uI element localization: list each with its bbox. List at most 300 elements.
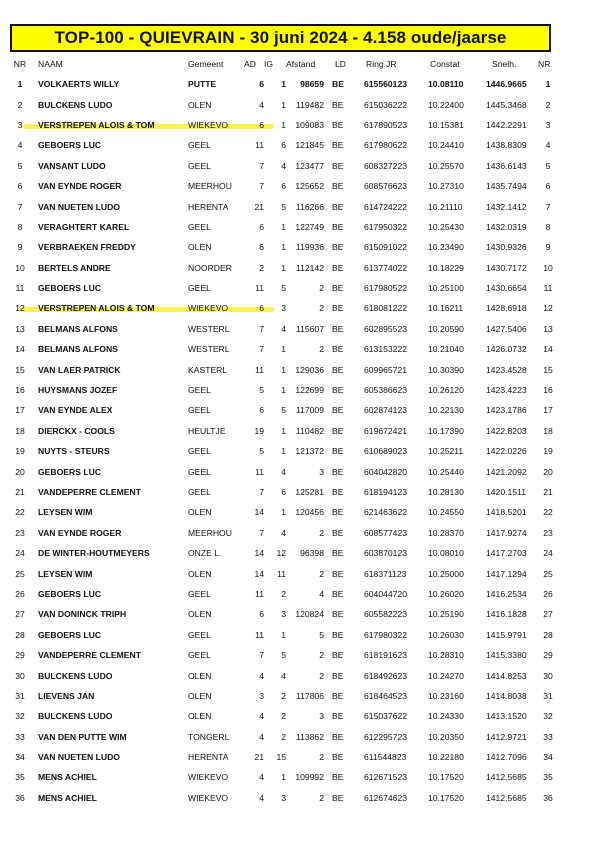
cell-naam: BERTELS ANDRE xyxy=(38,262,111,273)
cell-nr: 18 xyxy=(15,425,25,436)
cell-naam: VOLKAERTS WILLY xyxy=(38,79,120,90)
cell-constat: 10.22130 xyxy=(428,405,464,416)
cell-snelh: 1421.2092 xyxy=(486,466,527,477)
col-header-nr2: NR xyxy=(538,59,551,69)
cell-naam: BULCKENS LUDO xyxy=(38,670,113,681)
cell-ring: 615036222 xyxy=(364,99,408,110)
cell-ld: BE xyxy=(332,344,344,355)
cell-afstand: 2 xyxy=(319,650,324,661)
cell-nr2: 14 xyxy=(543,344,553,355)
cell-gemeente: WESTERL xyxy=(188,323,230,334)
cell-snelh: 1412.9721 xyxy=(486,731,527,742)
cell-ad: 11 xyxy=(255,140,264,151)
cell-ld: BE xyxy=(332,650,344,661)
cell-afstand: 129036 xyxy=(295,364,324,375)
cell-snelh: 1415.9791 xyxy=(486,629,527,640)
cell-ld: BE xyxy=(332,405,344,416)
cell-ad: 4 xyxy=(259,99,264,110)
cell-snelh: 1418.5201 xyxy=(486,507,527,518)
cell-afstand: 123477 xyxy=(295,160,324,171)
cell-gemeente: HEULTJE xyxy=(188,425,226,436)
cell-naam: LIEVENS JAN xyxy=(38,690,95,701)
cell-nr: 23 xyxy=(15,527,25,538)
cell-ad: 6 xyxy=(259,242,264,253)
cell-nr: 27 xyxy=(15,609,25,620)
cell-snelh: 1442.2291 xyxy=(486,119,527,130)
cell-afstand: 110482 xyxy=(295,425,324,436)
cell-ig: 5 xyxy=(281,201,286,212)
cell-afstand: 3 xyxy=(319,711,324,722)
cell-ig: 1 xyxy=(281,629,286,640)
table-row xyxy=(10,502,558,522)
cell-afstand: 121372 xyxy=(295,446,324,457)
cell-gemeente: OLEN xyxy=(188,609,212,620)
cell-ad: 6 xyxy=(259,405,264,416)
cell-nr2: 22 xyxy=(543,507,553,518)
cell-afstand: 3 xyxy=(319,466,324,477)
col-header-ig: IG xyxy=(264,59,274,69)
cell-ad: 5 xyxy=(259,446,264,457)
cell-ld: BE xyxy=(332,425,344,436)
cell-constat: 10.18229 xyxy=(428,262,464,273)
cell-nr: 24 xyxy=(15,548,25,559)
cell-constat: 10.26120 xyxy=(428,385,464,396)
cell-ring: 610689023 xyxy=(364,446,408,457)
cell-constat: 10.23160 xyxy=(428,690,464,701)
cell-ig: 11 xyxy=(277,568,286,579)
cell-ad: 3 xyxy=(259,690,264,701)
cell-snelh: 1428.6918 xyxy=(486,303,527,314)
cell-constat: 10.24270 xyxy=(428,670,464,681)
cell-nr2: 2 xyxy=(545,99,551,110)
cell-ring: 617980322 xyxy=(364,629,408,640)
cell-afstand: 117806 xyxy=(295,690,324,701)
cell-ad: 5 xyxy=(259,385,264,396)
table-row xyxy=(10,339,558,359)
cell-ig: 3 xyxy=(281,609,286,620)
cell-nr2: 30 xyxy=(543,670,553,681)
cell-nr2: 33 xyxy=(543,731,553,742)
cell-afstand: 2 xyxy=(319,670,324,681)
cell-afstand: 120456 xyxy=(295,507,324,518)
table-row xyxy=(10,298,558,318)
cell-ring: 608327223 xyxy=(364,160,408,171)
cell-snelh: 1412.5685 xyxy=(486,772,527,783)
cell-nr: 17 xyxy=(15,405,25,416)
cell-nr: 9 xyxy=(17,242,23,253)
cell-naam: GEBOERS LUC xyxy=(38,283,102,294)
cell-afstand: 122749 xyxy=(295,221,324,232)
cell-gemeente: GEEL xyxy=(188,446,211,457)
cell-ld: BE xyxy=(332,772,344,783)
cell-snelh: 1435.7494 xyxy=(486,181,527,192)
cell-ring: 618081222 xyxy=(364,303,408,314)
cell-ad: 11 xyxy=(255,588,264,599)
cell-naam: GEBOERS LUC xyxy=(38,140,102,151)
cell-ig: 4 xyxy=(281,323,286,334)
cell-ig: 1 xyxy=(281,446,286,457)
cell-naam: VANDEPERRE CLEMENT xyxy=(38,487,141,497)
cell-gemeente: WIEKEVO xyxy=(188,792,229,803)
table-row xyxy=(10,196,558,216)
cell-constat: 10.27310 xyxy=(428,181,464,192)
cell-snelh: 1423.1786 xyxy=(486,405,527,416)
table-row xyxy=(10,625,558,645)
cell-afstand: 115607 xyxy=(295,323,324,334)
cell-ig: 1 xyxy=(281,772,286,783)
cell-nr: 26 xyxy=(15,588,25,599)
table-row xyxy=(10,115,558,135)
cell-nr2: 17 xyxy=(543,405,553,416)
cell-constat: 10.30390 xyxy=(428,364,464,375)
cell-constat: 10.22180 xyxy=(428,752,464,763)
cell-gemeente: WESTERL xyxy=(188,344,230,355)
cell-constat: 10.25430 xyxy=(428,221,464,232)
cell-snelh: 1430.7172 xyxy=(486,262,527,273)
cell-nr: 34 xyxy=(15,752,25,763)
cell-ring: 621463622 xyxy=(364,507,408,518)
cell-nr2: 8 xyxy=(545,221,551,232)
cell-ld: BE xyxy=(332,629,344,640)
cell-gemeente: WIEKEVO xyxy=(188,772,229,783)
cell-gemeente: OLEN xyxy=(188,568,212,579)
cell-ig: 4 xyxy=(281,670,286,681)
cell-ig: 2 xyxy=(281,690,286,701)
table-row xyxy=(10,74,558,94)
cell-naam: LEYSEN WIM xyxy=(38,507,93,518)
cell-nr: 8 xyxy=(17,221,23,232)
cell-ig: 4 xyxy=(281,160,286,171)
cell-nr: 20 xyxy=(15,466,25,477)
cell-constat: 10.24410 xyxy=(428,140,464,151)
cell-ld: BE xyxy=(332,79,344,90)
header-row xyxy=(10,54,558,74)
table-row xyxy=(10,482,558,502)
cell-ring: 612674623 xyxy=(364,792,408,803)
cell-snelh: 1436.6143 xyxy=(486,160,527,171)
cell-gemeente: KASTERL xyxy=(188,364,228,375)
cell-ld: BE xyxy=(332,181,344,192)
cell-nr: 31 xyxy=(15,690,25,701)
table-row xyxy=(10,665,558,685)
cell-naam: BELMANS ALFONS xyxy=(38,323,118,334)
cell-constat: 10.17520 xyxy=(428,792,464,803)
cell-ig: 1 xyxy=(281,79,286,90)
cell-ld: BE xyxy=(332,201,344,212)
cell-constat: 10.24550 xyxy=(428,507,464,518)
cell-naam: BELMANS ALFONS xyxy=(38,344,118,355)
cell-ring: 608576623 xyxy=(364,181,408,192)
cell-afstand: 2 xyxy=(319,303,324,314)
cell-ring: 615037622 xyxy=(364,711,408,722)
cell-ring: 605582223 xyxy=(364,609,408,620)
cell-ad: 19 xyxy=(254,425,264,436)
cell-snelh: 1420.1511 xyxy=(486,487,526,497)
cell-nr: 2 xyxy=(17,99,23,110)
cell-ring: 604044720 xyxy=(364,588,408,599)
cell-afstand: 117009 xyxy=(295,405,324,416)
table-row xyxy=(10,563,558,583)
cell-nr: 22 xyxy=(15,507,25,518)
cell-ring: 613153222 xyxy=(364,344,408,355)
cell-gemeente: GEEL xyxy=(188,405,211,416)
cell-gemeente: PUTTE xyxy=(188,79,217,90)
cell-ld: BE xyxy=(332,588,344,599)
cell-afstand: 125281 xyxy=(295,487,324,497)
cell-afstand: 119936 xyxy=(295,242,324,253)
cell-ld: BE xyxy=(332,160,344,171)
cell-ld: BE xyxy=(332,792,344,803)
cell-constat: 10.26030 xyxy=(428,629,464,640)
cell-gemeente: WIEKEVO xyxy=(188,119,229,130)
cell-ig: 1 xyxy=(281,425,286,436)
cell-ring: 615091022 xyxy=(364,242,408,253)
cell-afstand: 119482 xyxy=(295,99,324,110)
cell-nr2: 34 xyxy=(543,752,553,763)
table-row xyxy=(10,543,558,563)
cell-afstand: 113862 xyxy=(295,731,324,742)
table-row xyxy=(10,441,558,461)
cell-constat: 10.28130 xyxy=(428,487,464,497)
cell-ad: 21 xyxy=(254,201,264,212)
cell-constat: 10.25100 xyxy=(428,283,464,294)
cell-gemeente: GEEL xyxy=(188,221,211,232)
cell-ring: 608577423 xyxy=(364,527,408,538)
table-row xyxy=(10,686,558,706)
cell-nr2: 1 xyxy=(545,79,551,90)
table-row xyxy=(10,359,558,379)
col-header-snelh: Snelh. xyxy=(492,59,517,69)
cell-ring: 619672421 xyxy=(364,425,408,436)
cell-ad: 4 xyxy=(259,772,264,783)
cell-ad: 11 xyxy=(255,364,264,375)
cell-constat: 10.25211 xyxy=(428,446,464,457)
table-row xyxy=(10,767,558,787)
cell-ad: 7 xyxy=(259,323,264,334)
cell-nr2: 29 xyxy=(543,650,553,661)
cell-nr: 29 xyxy=(15,650,25,661)
cell-ig: 1 xyxy=(281,344,286,355)
cell-nr2: 23 xyxy=(543,527,553,538)
cell-gemeente: GEEL xyxy=(188,588,211,599)
cell-snelh: 1423.4223 xyxy=(486,385,527,396)
cell-afstand: 2 xyxy=(319,344,324,355)
cell-ld: BE xyxy=(332,711,344,722)
cell-ring: 603870123 xyxy=(364,548,408,559)
cell-nr: 7 xyxy=(17,201,23,212)
cell-naam: BULCKENS LUDO xyxy=(38,99,113,110)
cell-snelh: 1432.1412 xyxy=(486,201,527,212)
cell-afstand: 2 xyxy=(319,752,324,763)
cell-nr2: 9 xyxy=(545,242,551,253)
cell-ld: BE xyxy=(332,446,344,457)
cell-ad: 6 xyxy=(259,221,264,232)
cell-gemeente: GEEL xyxy=(188,466,211,477)
cell-gemeente: HERENTA xyxy=(188,201,229,212)
cell-ld: BE xyxy=(332,752,344,763)
cell-ig: 1 xyxy=(281,99,286,110)
cell-ring: 602874123 xyxy=(364,405,408,416)
cell-snelh: 1432.0319 xyxy=(486,221,527,232)
cell-ring: 617950322 xyxy=(364,221,408,232)
cell-ring: 613774022 xyxy=(364,262,408,273)
cell-nr2: 26 xyxy=(543,588,553,599)
cell-ig: 5 xyxy=(281,650,286,661)
cell-ad: 4 xyxy=(259,731,264,742)
cell-ring: 618464523 xyxy=(364,690,408,701)
cell-nr: 4 xyxy=(17,140,23,151)
cell-ig: 3 xyxy=(281,303,286,314)
cell-gemeente: OLEN xyxy=(188,711,212,722)
cell-ld: BE xyxy=(332,731,344,742)
cell-ad: 7 xyxy=(259,181,264,192)
cell-gemeente: GEEL xyxy=(188,140,211,151)
cell-ad: 2 xyxy=(259,262,264,273)
cell-ad: 6 xyxy=(259,609,264,620)
cell-nr2: 19 xyxy=(543,446,553,457)
cell-ig: 1 xyxy=(281,507,286,518)
cell-afstand: 2 xyxy=(319,283,324,294)
cell-naam: VERSTREPEN ALOIS & TOM xyxy=(38,119,155,130)
cell-nr2: 31 xyxy=(543,690,553,701)
cell-constat: 10.08010 xyxy=(428,548,464,559)
cell-afstand: 120824 xyxy=(295,609,324,620)
cell-ld: BE xyxy=(332,690,344,701)
cell-naam: BULCKENS LUDO xyxy=(38,711,113,722)
cell-nr: 32 xyxy=(15,711,25,722)
cell-ring: 615560123 xyxy=(364,79,408,90)
cell-constat: 10.25440 xyxy=(428,466,464,477)
cell-naam: MENS ACHIEL xyxy=(38,792,97,803)
cell-gemeente: MEERHOU xyxy=(188,527,232,538)
cell-snelh: 1427.5406 xyxy=(486,323,527,334)
cell-ad: 7 xyxy=(259,527,264,538)
cell-ld: BE xyxy=(332,283,344,294)
cell-naam: VAN EYNDE ALEX xyxy=(38,405,113,416)
cell-ad: 14 xyxy=(254,507,264,518)
cell-ld: BE xyxy=(332,548,344,559)
cell-naam: VAN DEN PUTTE WIM xyxy=(38,731,127,742)
cell-snelh: 1413.1520 xyxy=(486,711,527,722)
cell-nr2: 35 xyxy=(543,772,553,783)
cell-naam: VAN LAER PATRICK xyxy=(38,364,121,375)
cell-ig: 1 xyxy=(281,119,286,130)
cell-ld: BE xyxy=(332,262,344,273)
cell-afstand: 2 xyxy=(319,568,324,579)
results-body xyxy=(10,74,558,808)
table-row xyxy=(10,237,558,257)
cell-nr2: 32 xyxy=(543,711,553,722)
page-title-text: TOP-100 - QUIEVRAIN - 30 juni 2024 - 4.158 oude/jaarse xyxy=(54,28,507,47)
cell-ig: 3 xyxy=(281,792,286,803)
cell-snelh: 1430.6654 xyxy=(486,283,527,294)
cell-gemeente: NOORDER xyxy=(188,262,232,273)
cell-ig: 1 xyxy=(281,385,286,396)
cell-gemeente: TONGERL xyxy=(188,731,230,742)
cell-nr2: 12 xyxy=(543,303,553,314)
cell-naam: GEBOERS LUC xyxy=(38,588,102,599)
cell-naam: DE WINTER-HOUTMEYERS xyxy=(38,548,150,559)
cell-naam: VANSANT LUDO xyxy=(38,160,106,171)
table-row xyxy=(10,217,558,237)
cell-naam: VAN EYNDE ROGER xyxy=(38,527,122,538)
cell-ld: BE xyxy=(332,487,344,497)
cell-ig: 6 xyxy=(281,487,286,497)
cell-snelh: 1422.8203 xyxy=(486,425,527,436)
cell-nr2: 13 xyxy=(543,323,553,334)
cell-ad: 7 xyxy=(259,344,264,355)
cell-snelh: 1423.4528 xyxy=(486,364,527,375)
col-header-ld: LD xyxy=(335,59,346,69)
cell-constat: 10.25000 xyxy=(428,568,464,579)
cell-ring: 618371123 xyxy=(364,568,407,579)
table-row xyxy=(10,421,558,441)
cell-constat: 10.24330 xyxy=(428,711,464,722)
cell-afstand: 2 xyxy=(319,792,324,803)
cell-nr2: 3 xyxy=(545,119,551,130)
cell-ld: BE xyxy=(332,303,344,314)
cell-gemeente: WIEKEVO xyxy=(188,303,229,314)
page-title xyxy=(10,24,551,52)
cell-naam: LEYSEN WIM xyxy=(38,568,93,579)
cell-constat: 10.21110 xyxy=(428,201,463,212)
cell-ld: BE xyxy=(332,221,344,232)
cell-nr2: 16 xyxy=(543,385,553,396)
cell-nr2: 11 xyxy=(543,283,553,294)
cell-afstand: 5 xyxy=(319,629,324,640)
table-row xyxy=(10,380,558,400)
cell-constat: 10.20590 xyxy=(428,323,464,334)
col-header-afstand: Afstand xyxy=(286,59,316,69)
cell-snelh: 1412.7096 xyxy=(486,752,527,763)
cell-naam: VAN DONINCK TRIPH xyxy=(38,609,127,620)
cell-gemeente: OLEN xyxy=(188,99,212,110)
cell-ring: 617980522 xyxy=(364,283,408,294)
cell-afstand: 96398 xyxy=(300,548,324,559)
cell-ad: 11 xyxy=(255,629,264,640)
cell-naam: VAN EYNDE ROGER xyxy=(38,181,122,192)
cell-gemeente: OLEN xyxy=(188,690,212,701)
cell-nr: 11 xyxy=(15,283,25,294)
cell-naam: MENS ACHIEL xyxy=(38,772,97,783)
table-row xyxy=(10,645,558,665)
cell-ig: 6 xyxy=(281,140,286,151)
cell-ring: 612295723 xyxy=(364,731,408,742)
cell-ld: BE xyxy=(332,507,344,518)
cell-naam: HUYSMANS JOZEF xyxy=(38,385,118,396)
cell-afstand: 116266 xyxy=(295,201,324,212)
cell-ig: 5 xyxy=(281,283,286,294)
cell-afstand: 125652 xyxy=(295,181,324,192)
cell-snelh: 1415.3380 xyxy=(486,650,527,661)
cell-ig: 5 xyxy=(281,405,286,416)
cell-ad: 14 xyxy=(254,568,264,579)
cell-ad: 6 xyxy=(259,79,264,90)
cell-ad: 7 xyxy=(259,487,264,497)
cell-nr2: 6 xyxy=(545,181,551,192)
results-table xyxy=(10,54,558,808)
cell-ring: 604042820 xyxy=(364,466,408,477)
cell-ig: 2 xyxy=(281,731,286,742)
cell-nr: 28 xyxy=(15,629,25,640)
table-row xyxy=(10,135,558,155)
cell-afstand: 4 xyxy=(319,588,324,599)
cell-gemeente: GEEL xyxy=(188,629,211,640)
cell-nr2: 5 xyxy=(545,160,551,171)
cell-ring: 612671523 xyxy=(364,772,408,783)
cell-nr: 3 xyxy=(17,119,23,130)
cell-afstand: 109083 xyxy=(295,119,324,130)
